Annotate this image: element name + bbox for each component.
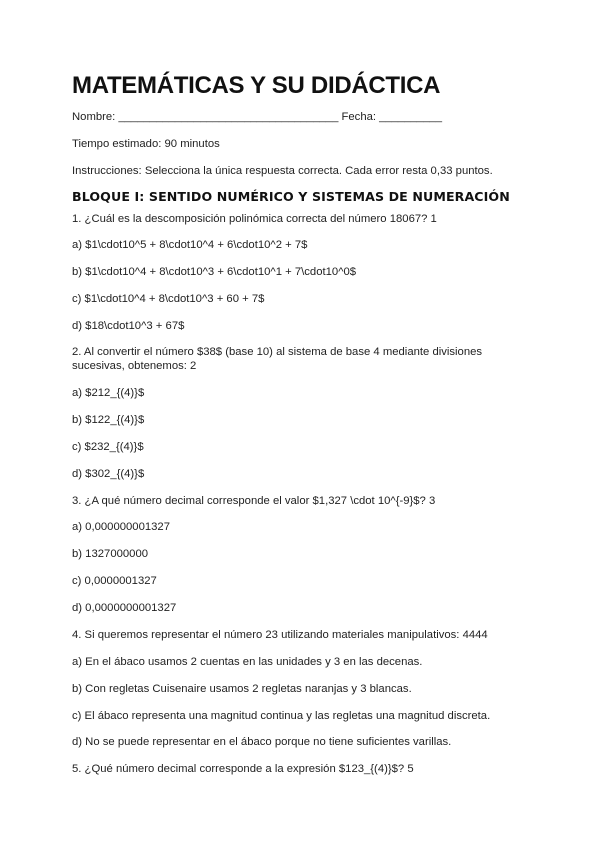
q4-option-b: b) Con regletas Cuisenaire usamos 2 regletas naranjas y 3 blancas. xyxy=(72,683,412,695)
q4-option-c: c) El ábaco representa una magnitud continua y las regletas una magnitud discreta. xyxy=(72,710,491,722)
q1-option-d: d) $18\cdot10^3 + 67$ xyxy=(72,320,185,332)
q2-option-b: b) $122_{(4)}$ xyxy=(72,414,145,426)
question-4: 4. Si queremos representar el número 23 utilizando materiales manipulativos: 4444 xyxy=(72,629,488,641)
q2-option-c: c) $232_{(4)}$ xyxy=(72,441,144,453)
q3-option-d: d) 0,0000000001327 xyxy=(72,602,177,614)
document-title: MATEMÁTICAS Y SU DIDÁCTICA xyxy=(72,72,441,99)
instructions: Instrucciones: Selecciona la única respuesta correcta. Cada error resta 0,33 puntos. xyxy=(72,165,493,177)
q4-option-d: d) No se puede representar en el ábaco porque no tiene suficientes varillas. xyxy=(72,736,452,748)
question-1: 1. ¿Cuál es la descomposición polinómica correcta del número 18067? 1 xyxy=(72,213,437,225)
q1-option-c: c) $1\cdot10^4 + 8\cdot10^3 + 60 + 7$ xyxy=(72,293,265,305)
q1-option-a: a) $1\cdot10^5 + 8\cdot10^4 + 6\cdot10^2 + 7$ xyxy=(72,239,308,251)
q3-option-c: c) 0,0000001327 xyxy=(72,575,157,587)
question-2: 2. Al convertir el número $38$ (base 10) al sistema de base 4 mediante divisiones sucesivas, obtenemos: 2 xyxy=(72,346,483,372)
q1-option-b: b) $1\cdot10^4 + 8\cdot10^3 + 6\cdot10^1 + 7\cdot10^0$ xyxy=(72,266,357,278)
question-3: 3. ¿A qué número decimal corresponde el valor $1,327 \cdot 10^{-9}$? 3 xyxy=(72,495,436,507)
q2-option-d: d) $302_{(4)}$ xyxy=(72,468,145,480)
q4-option-a: a) En el ábaco usamos 2 cuentas en las unidades y 3 en las decenas. xyxy=(72,656,423,668)
q3-option-b: b) 1327000000 xyxy=(72,548,149,560)
q3-option-a: a) 0,000000001327 xyxy=(72,521,170,533)
time-estimate: Tiempo estimado: 90 minutos xyxy=(72,138,220,150)
name-date-line: Nombre: ___________________________________ Fecha: __________ xyxy=(72,111,442,123)
block-heading: BLOQUE I: SENTIDO NUMÉRICO Y SISTEMAS DE NUMERACIÓN xyxy=(72,189,510,204)
question-5: 5. ¿Qué número decimal corresponde a la expresión $123_{(4)}$? 5 xyxy=(72,763,414,775)
q2-option-a: a) $212_{(4)}$ xyxy=(72,387,145,399)
